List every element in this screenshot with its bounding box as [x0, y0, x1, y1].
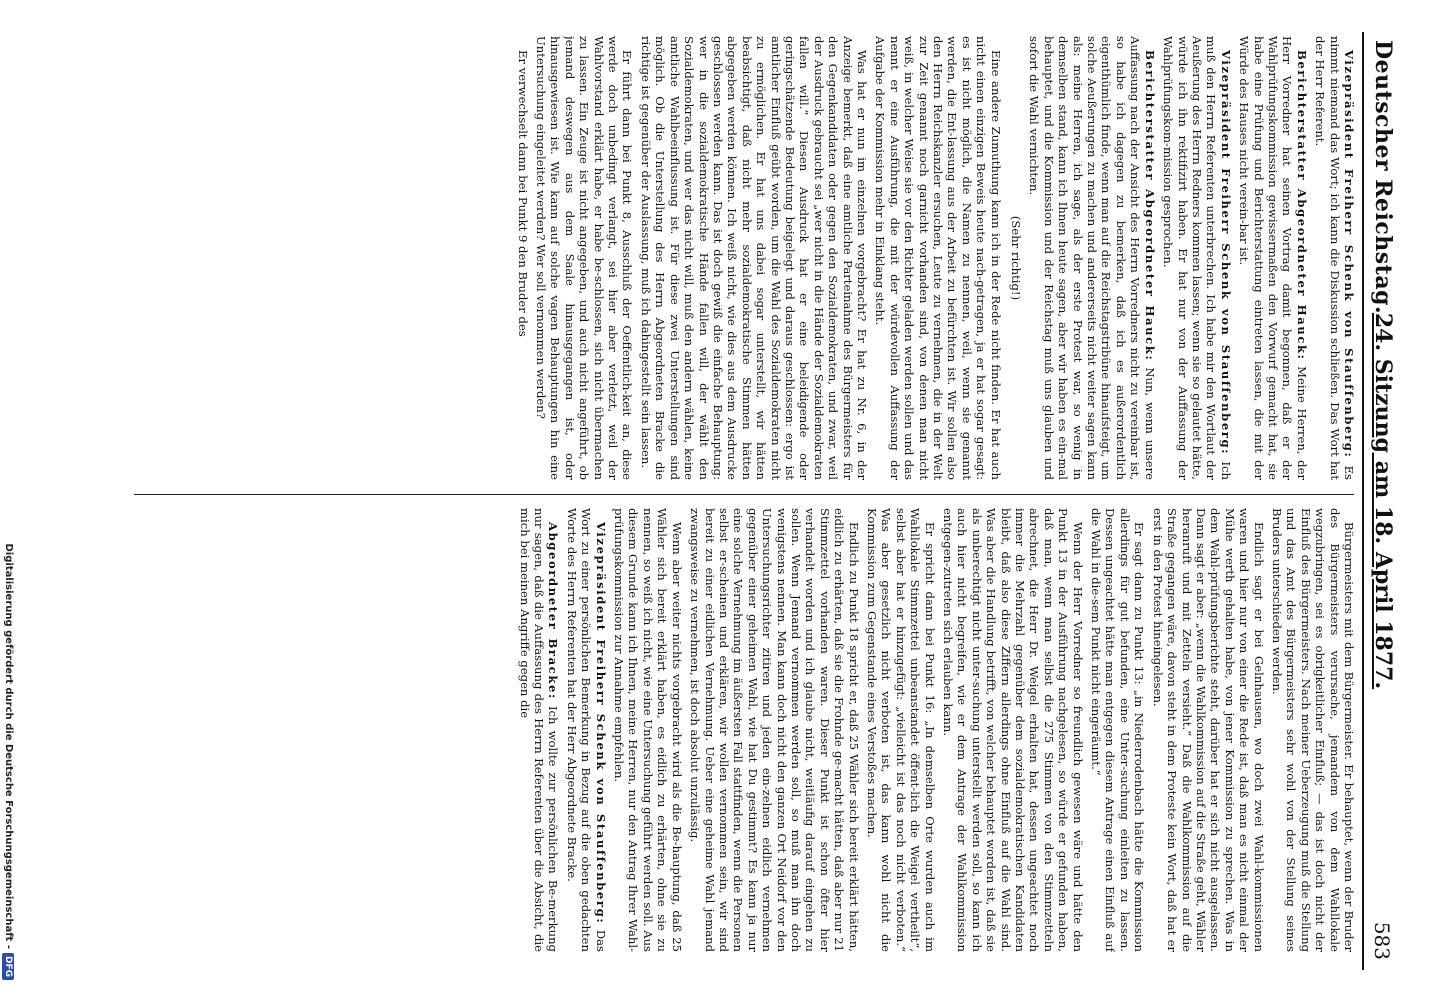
speaker-name: Berichterstatter Abgeordneter Hauck:	[1142, 50, 1157, 362]
page-header	[1362, 32, 1424, 970]
paragraph-text: Wenn der Herr Vorredner so freundlich gewesen wäre und hätte den Punkt 13 in der Ausführung nachgelesen, so würde er gefunden haben, daß man, wenn man selbst die 275 Stimmen von den Stimmzetteln abrechnet, die Herr Dr. Weigel erhalten hat, dessen ungeachtet noch immer die Mehrzahl gegenüber dem sozialdemokratischen Kandidaten bleibt, daß also diese Ziffern allerdings ohne Einfluß auf die Wahl sind. Was aber die Handlung betrifft, von welcher behauptet worden ist, daß sie als unberechtigt nicht unter-suchung unterstellt werden soll, so kann ich auch hier nicht begreifen, wie er dem Antrage der Wahlkommission entgegen-zutreten sich erlauben kann.	[941, 508, 1085, 952]
paragraph-text: Endlich sagt er bei Gelnhausen, wo doch zwei Wahl-kommissionen waren und hier nur von einer die Rede ist, daß man es nicht einmal der Mühe werth gehalten habe, von jener Kommission zu sprechen. Was in dem Wahl-prüfungsberichte steht, darüber hat er sich nicht ausgelassen. Dann sagt er aber: „wenn die Wahlkommission auf die Straße geht, Wähler heranruft und mit Zetteln versieht.“ Daß die Wahlkommission auf die Straße gegangen wäre, davon steht in dem Proteste kein Wort, daß hat er erst in den Protest hineingelesen.	[1150, 508, 1266, 952]
credit-text: Digitalisierung gefördert durch die Deutsche Forschungsgemeinschaft -	[3, 543, 14, 949]
speaker-name: Vizepräsident Freiherr Schenk von Stauffenberg:	[1342, 50, 1356, 459]
paragraph	[873, 36, 1003, 480]
paragraph	[1270, 508, 1356, 952]
header-publication: Deutscher Reichstag.	[1370, 40, 1396, 315]
page-number: 583	[1370, 921, 1394, 960]
paragraph	[865, 508, 937, 952]
paragraph-text: Ich muß den Herrn Referenten unterbrechen. Ich habe mir den Wortlaut der Aeußerung des Herrn Redners kommen lassen; wenn sie so gelautet hätte, würde ich ihn rektifizirt haben. Er hat nur von der Auffassung der Wahlprüfungskom-mission gesprochen.	[1161, 36, 1233, 480]
paragraph-text: Meine Herren, der Herr Vorredner hat seinen Vortrag damit begonnen, daß er der Wahlprüfungskommission gewissermaßen den Vorwurf gemacht hat, sie habe eine Prüfung und Berichterstattung eintreten lassen, die mit der Würde des Hauses nicht verein-bar ist.	[1237, 36, 1309, 480]
speaker-name: Abgeordneter Bracke:	[546, 522, 561, 700]
header-session: 24. Sitzung am 18. April 1877.	[1370, 312, 1396, 690]
paragraph	[1161, 36, 1233, 480]
paragraph	[941, 508, 1085, 952]
paragraph-text: Was hat er nun im einzelnen vorgebracht? Er hat zu Nr. 6, in der Anzeige bemerkt, daß eine amtliche Parteinahme des Bürgermeisters für den Gegenkandidaten oder gegen den Sozialdemokraten, und zwar, weil der Ausdruck gebraucht sei „wer nicht in die Hände der Sozialdemokraten fallen will.“ Diesen Ausdruck hat er eine beleidigende oder geringschätzende Bedeutung beigelegt und daraus geschlossen: ergo ist amtlicher Einfluß geübt worden, um die Wahl des Sozialdemokraten nicht zu ermöglichen. Er hat uns dabei sogar unterstellt, wir hätten beabsichtigt, daß nicht mehr sozialdemokratische Stimmen hätten abgegeben werden können. Ich weiß nicht, wie dies aus dem Ausdrucke geschlossen werden kann. Das ist doch gewiß die einfache Behauptung: wer in die sozialdemokratische Hände fallen will, der wählt den Sozialdemokraten, und wer das nicht will, muß den andern wählen, keine amtliche Wahlbeeinflussung ist. Für diese zwei Unterstellungen sind möglich. Ob die Unterstellung des Herrn Abgeordneten Bracke die richtige ist gegenüber der Auslassung, muß ich dahingestellt sein lassen.	[638, 36, 869, 480]
paragraph	[517, 508, 560, 952]
speaker-name: Vizepräsident Freiherr Schenk von Stauffenberg:	[1218, 50, 1233, 456]
paragraph-text: Er sagt dann zu Punkt 13: „in Niederrodenbach hätte die Kommission allerdings für gut befunden, eine Unter-suchung einleiten zu lassen. Dessen ungeachtet hätte man entgegen diesem Antrage einen Einfluß auf die Wahl in die-sem Punkt nicht eingeräumt.“	[1089, 508, 1147, 952]
paragraph	[1027, 36, 1157, 480]
paragraph-text: Wenn aber weiter nichts vorgebracht wird als die Be-hauptung, daß 25 Wähler sich bereit erklärt haben, es eidlich zu erhärten, ohne sie zu nennen, so weiß ich nicht, wie eine Untersuchung geführt werden soll. Aus diesem Grunde kann ich Ihnen, meine Herren, nur den Antrag Ihrer Wahl-prüfungskommission zur Annahme empfehlen.	[612, 508, 684, 952]
paragraph-text: Er spricht dann bei Punkt 16: „In demselben Orte wurden auch im Wahllokale Stimmzettel unbeanstandet öffent-lich die Weigel vertheilt“, selbst aber hat er hinzugefügt: „vielleicht ist das noch nicht verboten.“ Was aber gesetzlich nicht verboten ist, das kann wohl nicht die Kommission zum Gegenstande eines Verstoßes machen.	[865, 508, 937, 952]
paragraph-text: Das Wort zu einer persönlichen Bemerkung in Bezug auf die oben gedachten Worte des Herrn Referenten hat der Herr Abgeordnete Bracke.	[564, 508, 608, 952]
paragraph	[564, 508, 607, 952]
paragraph	[1313, 36, 1356, 480]
right-column	[132, 508, 1356, 952]
paragraph	[534, 36, 635, 480]
paragraph-text: Er verwechselt dann bei Punkt 9 den Bruder des	[515, 50, 530, 337]
paragraph	[688, 508, 861, 952]
paragraph	[639, 36, 870, 480]
column-divider	[134, 494, 1354, 495]
paragraph	[612, 508, 684, 952]
digitization-credit	[2, 380, 14, 980]
paragraph-text: Bürgermeisters mit dem Bürgermeister. Er behauptet, wenn der Bruder des Bürgermeisters verursache, jemandem von dem Wahllokale wegzubringen, sei es obrigkeitlicher Einfluß; — das ist doch nicht der Einfluß des Bürgermeisters. Nach meiner Ueberzeugung muß die Stellung und das Amt des Bürgermeisters sehr wohl von der Stellung seines Bruders unterschieden werden.	[1269, 508, 1356, 952]
paragraph-text: Er führt dann bei Punkt 8, Ausschluß der Oeffentlich-keit an, diese werde doch unbedingt verlangt, sei hier aber verletzt, weil der Wahlvorstand erklärt habe, er habe be-schlossen, sich nicht übermachen zu lassen. Ein Zeuge ist nicht angegeben, und auch nicht angeführt, ob jemand deswegen aus dem Saale hinausgegangen ist, oder hinausgewiesen ist. Wie kann auf solche vagen Behauptungen hin eine Untersuchung eingeleitet werden? Wer soll vernommen werden?	[534, 36, 635, 480]
paragraph	[1150, 508, 1265, 952]
dfg-logo: DFG	[2, 953, 14, 980]
paragraph-text: Es nimmt niemand das Wort; ich kann die Diskussion schließen. Das Wort hat der Herr Referent.	[1313, 36, 1356, 480]
paragraph	[1089, 508, 1147, 952]
paragraph-text: Endlich zu Punkt 18 spricht er, daß 25 Wähler sich bereit erklärt hätten, eidlich zu erhärten, daß sie die Frohnde ge-macht hätten, daß aber nur 21 Stimmzettel vorhanden waren. Dieser Punkt ist schon öfter hier verhandelt worden und ich glaube nicht, weitläufig darauf eingehen zu sollen. Wenn Jemand vernommen werden soll, so muß man ihn doch wenigstens nennen. Man kann doch nicht den ganzen Ort Neidorf vor den Untersuchungsrichter zitiren und jeden ein-zelnen eidlich vernehmen gegenüber einer geheimen Wahl, wie hat Du gestimmt? Es kann ja nur eine solche Vernehmung im äußersten Fall stattfinden, wenn die Personen selbst er-scheinen und erklären, wir wollen vernommen sein, wir sind bereit zu einer eidlichen Vernehmung. Ueber eine geheime Wahl jemand zwangsweise zu vernehmen, ist doch absolut unzulässig.	[688, 508, 861, 952]
left-column	[132, 36, 1356, 480]
paragraph-text: Ich wollte zur persönlichen Be-merkung nur sagen, daß die Auffassung des Herrn Referenten über die Absicht, die mich bei meinen Angriffe gegen die	[517, 508, 561, 952]
speaker-name: Berichterstatter Abgeordneter Hauck:	[1294, 50, 1309, 361]
paragraph-text: Nun, wenn unsere Auffassung nach der Ansicht des Herrn Vorredners nicht zu vereinbar ist, so habe ich dagegen zu bemerken, daß ich es außerordentlich eigenthümlich finde, wenn man auf die Reichstagstribüne hinaufsteigt, um solche Aeußerungen zu machen und andererseits nicht weiter sagen kann als: meine Herren, ich sage, als der erste Protest war, so wenig in demselben stand, kann ich Ihnen heute sagen, aber wir haben es ein-mal behauptet, und die Kommission und der Reichstag muß uns glauben und sofort die Wahl vernichten.	[1027, 36, 1157, 480]
speaker-name: Vizepräsident Freiherr Schenk von Stauffenberg:	[593, 522, 608, 925]
paragraph	[515, 36, 529, 480]
paragraph	[1237, 36, 1309, 480]
interjection: (Sehr richtig!)	[1009, 215, 1024, 301]
paragraph-text: Eine andere Zumuthung kann ich in der Rede nicht finden. Er hat auch nicht einen einzigen Beweis heute nach-getragen, ja er hat sogar gesagt: es ist nicht möglich, die Namen zu nennen, weil, wenn sie genannt werden, die Ent-lassung aus der Arbeit zu befürchten ist. Wir sollen also den Herrn Reichskanzler ersuchen, Leute zu vernehmen, die in der Welt zur Zeit genannt noch garnicht vorhanden sind, von denen man nicht weiß, in welcher Weise sie vor den Richter geladen werden sollen und das nennt er eine Ausführung, die mit der würdevollen Auffassung der Aufgabe der Kommission mehr in Einklang steht.	[873, 36, 1003, 480]
